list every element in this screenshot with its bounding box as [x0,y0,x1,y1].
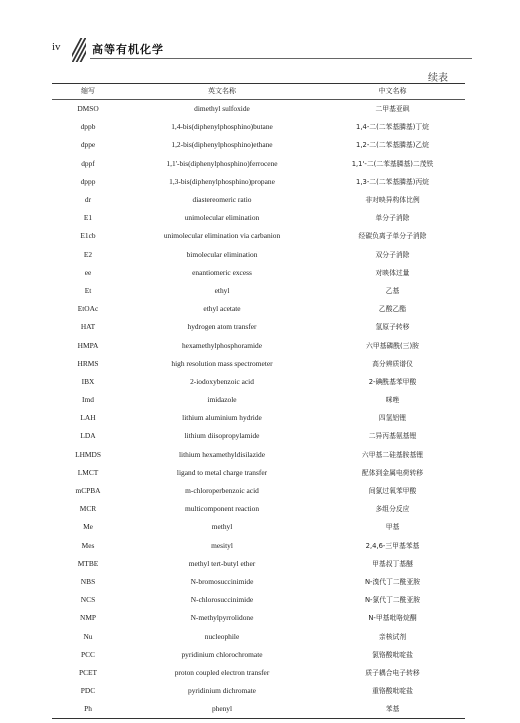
cell-english-name: unimolecular elimination via carbanion [163,231,281,241]
cell-abbreviation: HAT [80,322,96,332]
table-row [52,609,465,627]
cell-english-name: mesityl [211,540,233,550]
table-row [52,209,465,227]
table-row [52,482,465,500]
cell-english-name: methyl [211,522,233,532]
table-row [52,246,465,264]
cell-english-name: 2-iodoxybenzoic acid [190,376,254,386]
table-row [52,627,465,645]
cell-abbreviation: NCS [80,595,96,605]
cell-chinese-name: 四氢铝锂 [378,414,407,423]
cell-abbreviation: HMPA [77,340,99,350]
table-row [52,409,465,427]
cell-chinese-name: 亲核试剂 [378,632,407,641]
cell-abbreviation: E1 [83,213,93,223]
cell-abbreviation: PCET [78,667,98,677]
cell-english-name: hydrogen atom transfer [187,322,257,332]
cell-chinese-name: 对映体过量 [375,268,410,277]
cell-chinese-name: 1,4-二(二苯基膦基)丁烷 [356,123,429,132]
cell-english-name: nucleophile [204,631,240,641]
cell-abbreviation: EtOAc [77,304,99,314]
cell-chinese-name: 氢原子转移 [375,323,410,332]
cell-abbreviation: Nu [83,631,93,641]
header-stripes-decoration [72,38,86,62]
cell-chinese-name: 配体到金属电荷转移 [361,468,424,477]
table-row [52,300,465,318]
cell-abbreviation: dr [84,195,92,205]
cell-chinese-name: 六甲基二硅基胺基锂 [361,450,424,459]
cell-english-name: bimolecular elimination [186,249,258,259]
table-row [52,282,465,300]
cell-chinese-name: 六甲基磷酰(三)胺 [366,341,419,350]
cell-english-name: lithium aluminium hydride [182,413,262,423]
cell-english-name: ethyl acetate [203,304,241,314]
table-row [52,155,465,173]
cell-abbreviation: Ph [84,704,92,714]
abbreviation-table [52,83,465,719]
table-row [52,318,465,336]
cell-english-name: phenyl [211,704,233,714]
cell-english-name: pyridinium chlorochromate [181,649,263,659]
table-row [52,537,465,555]
cell-english-name: unimolecular elimination [184,213,260,223]
cell-abbreviation: dppb [80,122,96,132]
table-row [52,373,465,391]
cell-chinese-name: 重铬酸吡啶盐 [372,687,413,696]
cell-chinese-name: 非对映异构体比例 [365,196,420,205]
cell-abbreviation: LAH [80,413,96,423]
cell-chinese-name: 氯铬酸吡啶盐 [372,650,413,659]
cell-chinese-name: 经碳负离子单分子消除 [358,232,427,241]
cell-english-name: 1,3-bis(diphenylphosphino)propane [169,176,275,186]
cell-english-name: methyl tert-butyl ether [188,558,256,568]
table-row [52,264,465,282]
cell-english-name: lithium diisopropylamide [184,431,260,441]
cell-abbreviation: LDA [80,431,96,441]
cell-abbreviation: dppf [81,158,95,168]
book-title: 高等有机化学 [92,43,164,56]
cell-chinese-name: 2,4,6-三甲基苯基 [365,541,420,550]
table-row [52,464,465,482]
table-row [52,427,465,445]
cell-english-name: N-chlorosuccinimide [190,595,254,605]
cell-abbreviation: E2 [83,249,93,259]
table-row [52,191,465,209]
table-row [52,500,465,518]
cell-abbreviation: IBX [81,376,95,386]
table-row [52,118,465,136]
cell-abbreviation: DMSO [77,104,99,114]
table-row [52,682,465,700]
table-row [52,664,465,682]
header-rule [90,58,472,59]
cell-abbreviation: Mes [81,540,95,550]
cell-abbreviation: LHMDS [75,449,101,459]
table-row [52,646,465,664]
cell-chinese-name: 1,1'-二(二苯基膦基)二茂铁 [351,159,434,168]
cell-english-name: enantiomeric excess [192,267,252,277]
cell-abbreviation: MCR [79,504,97,514]
cell-abbreviation: dppe [80,140,96,150]
cell-english-name: high resolution mass spectrometer [171,358,273,368]
cell-chinese-name: N-甲基吡咯烷酮 [368,614,417,623]
cell-english-name: 1,1'-bis(diphenylphosphino)ferrocene [166,158,278,168]
cell-abbreviation: Et [84,285,92,295]
cell-chinese-name: 二甲基亚砜 [375,105,410,114]
cell-english-name: 1,4-bis(diphenylphosphino)butane [171,122,273,132]
table-row [52,227,465,245]
cell-english-name: N-bromosuccinimide [190,576,254,586]
table-row [52,100,465,119]
cell-chinese-name: 多组分反应 [375,505,410,514]
cell-chinese-name: 单分子消除 [375,214,410,223]
cell-chinese-name: 高分辨质谱仪 [372,359,413,368]
cell-abbreviation: mCPBA [75,486,101,496]
cell-abbreviation: PCC [81,649,95,659]
cell-english-name: proton coupled electron transfer [174,667,270,677]
cell-chinese-name: 乙基 [385,286,400,295]
cell-chinese-name: 双分子消除 [375,250,410,259]
cell-english-name: imidazole [207,395,237,405]
cell-abbreviation: ee [84,267,92,277]
cell-abbreviation: E1cb [80,231,96,241]
cell-english-name: 1,2-bis(diphenylphosphino)ethane [171,140,273,150]
table-row [52,355,465,373]
cell-abbreviation: dppp [80,176,96,186]
cell-chinese-name: 二异丙基氨基锂 [368,432,417,441]
table-row [52,700,465,719]
table-row [52,518,465,536]
cell-chinese-name: N-氯代丁二酰亚胺 [364,596,421,605]
cell-english-name: m-chloroperbenzoic acid [185,486,259,496]
cell-chinese-name: 1,3-二(二苯基膦基)丙烷 [356,177,429,186]
cell-chinese-name: 2-碘酰基苯甲酸 [368,377,417,386]
cell-abbreviation: Imd [82,395,94,405]
cell-english-name: lithium hexamethyldisilazide [179,449,265,459]
cell-abbreviation: MTBE [77,558,99,568]
cell-abbreviation: NMP [79,613,97,623]
table-continued-label: 续表 [428,73,448,84]
cell-english-name: diastereomeric ratio [192,195,252,205]
cell-english-name: N-methylpyrrolidone [190,613,254,623]
column-header-english-name: 英文名称 [124,84,320,100]
table-row [52,391,465,409]
cell-chinese-name: 甲基 [385,523,400,532]
cell-chinese-name: 1,2-二(二苯基膦基)乙烷 [356,141,429,150]
cell-abbreviation: Me [83,522,93,532]
cell-chinese-name: N-溴代丁二酰亚胺 [364,577,421,586]
table-body [52,100,465,719]
table-header-row [52,84,465,100]
table-row [52,446,465,464]
cell-abbreviation: HRMS [77,358,99,368]
cell-chinese-name: 甲基叔丁基醚 [372,559,413,568]
table-row [52,336,465,354]
cell-english-name: ligand to metal charge transfer [176,467,268,477]
running-header [52,38,472,62]
column-header-abbreviation: 缩写 [52,84,124,100]
cell-english-name: multicomponent reaction [184,504,260,514]
table-row [52,555,465,573]
cell-english-name: ethyl [214,285,230,295]
cell-chinese-name: 咪唑 [385,396,400,405]
table-row [52,173,465,191]
cell-abbreviation: PDC [80,686,96,696]
cell-chinese-name: 苯基 [385,705,400,714]
cell-chinese-name: 间氯过氧苯甲酸 [368,487,417,496]
cell-chinese-name: 乙酸乙酯 [378,305,407,314]
column-header-chinese-name: 中文名称 [320,84,465,100]
cell-abbreviation: LMCT [77,467,99,477]
table-row [52,591,465,609]
page-number: iv [52,41,61,53]
cell-english-name: hexamethylphosphoramide [181,340,263,350]
cell-english-name: dimethyl sulfoxide [194,104,250,114]
cell-abbreviation: NBS [80,576,96,586]
table-row [52,136,465,154]
cell-english-name: pyridinium dichromate [188,686,256,696]
cell-chinese-name: 质子耦合电子转移 [365,668,420,677]
table-row [52,573,465,591]
